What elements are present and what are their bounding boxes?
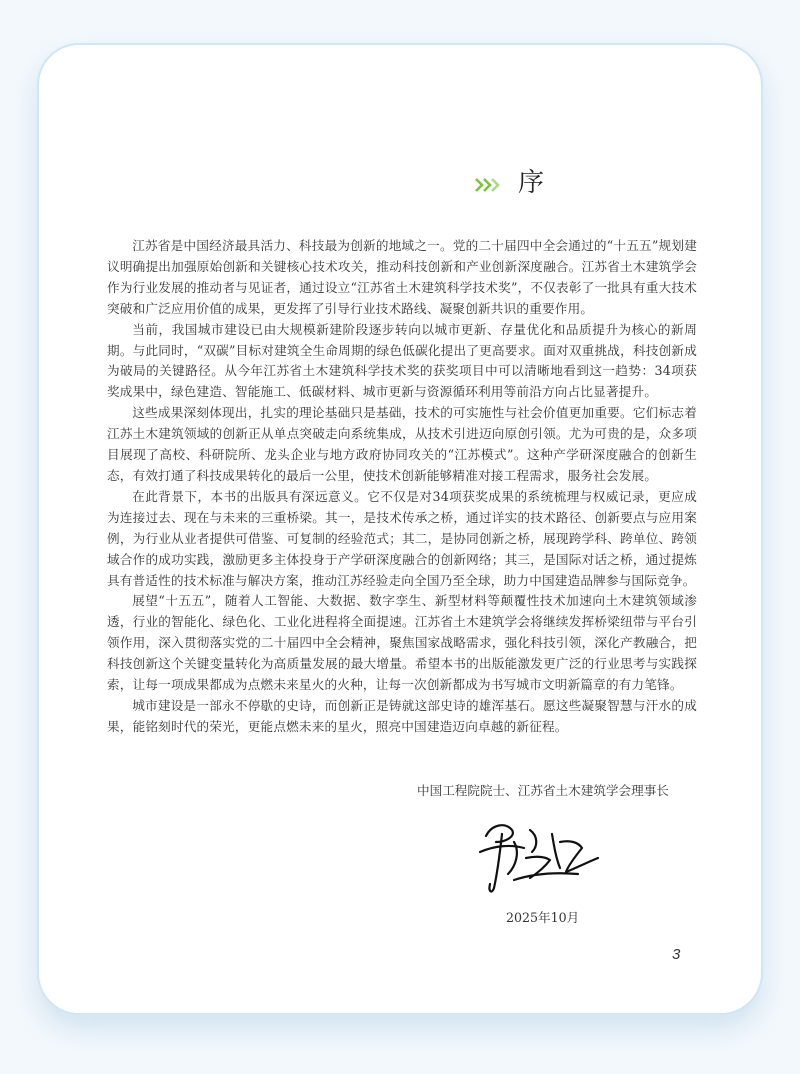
paragraph: 展望“十五五”，随着人工智能、大数据、数字孪生、新型材料等颠覆性技术加速向土木建筑领域渗透，行业的智能化、绿色化、工业化进程将全面提速。江苏省土木建筑学会将继续发挥桥梁纽带与平台引领作用，深入贯彻落实党的二十届四中全会精神，聚焦国家战略需求，强化科技引领，深化产教融合，把科技创新这个关键变量转化为高质量发展的最大增量。希望本书的出版能激发更广泛的行业思考与实践探索，让每一项成果都成为点燃未来星火的火种，让每一次创新都成为书写城市文明新篇章的有力笔锋。 [107,593,697,693]
paragraph: 在此背景下，本书的出版具有深远意义。它不仅是对34项获奖成果的系统梳理与权威记录，更应成为连接过去、现在与未来的三重桥梁。其一，是技术传承之桥，通过详实的技术路径、创新要点与应用案例，为行业从业者提供可借鉴、可复制的经验范式；其二，是协同创新之桥，展现跨学科、跨单位、跨领域合作的成功实践，激励更多主体投身于产学研深度融合的创新网络；其三，是国际对话之桥，通过提炼具有普适性的技术标准与解决方案，推动江苏经验走向全国乃至全球，助力中国建造品牌参与国际竞争。 [107,488,697,588]
author-title: 中国工程院院士、江苏省土木建筑学会理事长 [417,783,669,798]
date: 2025年10月 [506,910,580,925]
paragraph: 当前，我国城市建设已由大规模新建阶段逐步转向以城市更新、存量优化和品质提升为核心的新周期。与此同时，“双碳”目标对建筑全生命周期的绿色低碳化提出了更高要求。面对双重挑战，科技创新成为破局的关键路径。从今年江苏省土木建筑科学技术奖的获奖项目中可以清晰地看到这一趋势：34项获奖成果中，绿色建造、智能施工、低碳材料、城市更新与资源循环利用等前沿方向占比显著提升。 [107,321,697,400]
paragraph: 这些成果深刻体现出，扎实的理论基础只是基础，技术的可实施性与社会价值更加重要。它们标志着江苏土木建筑领域的创新正从单点突破走向系统集成，从技术引进迈向原创引领。尤为可贵的是，众多项目展现了高校、科研院所、龙头企业与地方政府协同攻关的“江苏模式”。这种产学研深度融合的创新生态，有效打通了科技成果转化的最后一公里，使技术创新能够精准对接工程需求，服务社会发展。 [107,405,697,483]
paragraph: 江苏省是中国经济最具活力、科技最为创新的地域之一。党的二十届四中全会通过的“十五五”规划建议明确提出加强原始创新和关键核心技术攻关，推动科技创新和产业创新深度融合。江苏省土木建筑学会作为行业发展的推动者与见证者，通过设立“江苏省土木建筑科学技术奖”，不仅表彰了一批具有重大技术突破和广泛应用价值的成果，更发挥了引导行业技术路线、凝聚创新共识的重要作用。 [107,238,697,316]
handwritten-signature [474,812,604,898]
paragraph: 城市建设是一部永不停歇的史诗，而创新正是铸就这部史诗的雄浑基石。愿这些凝聚智慧与汗水的成果，能铭刻时代的荣光，更能点燃未来的星火，照亮中国建造迈向卓越的新征程。 [107,697,697,734]
page-number: 3 [672,946,681,963]
double-chevron-arrows-icon [474,176,502,194]
preface-body [107,236,697,738]
page-title: 序 [518,168,545,198]
